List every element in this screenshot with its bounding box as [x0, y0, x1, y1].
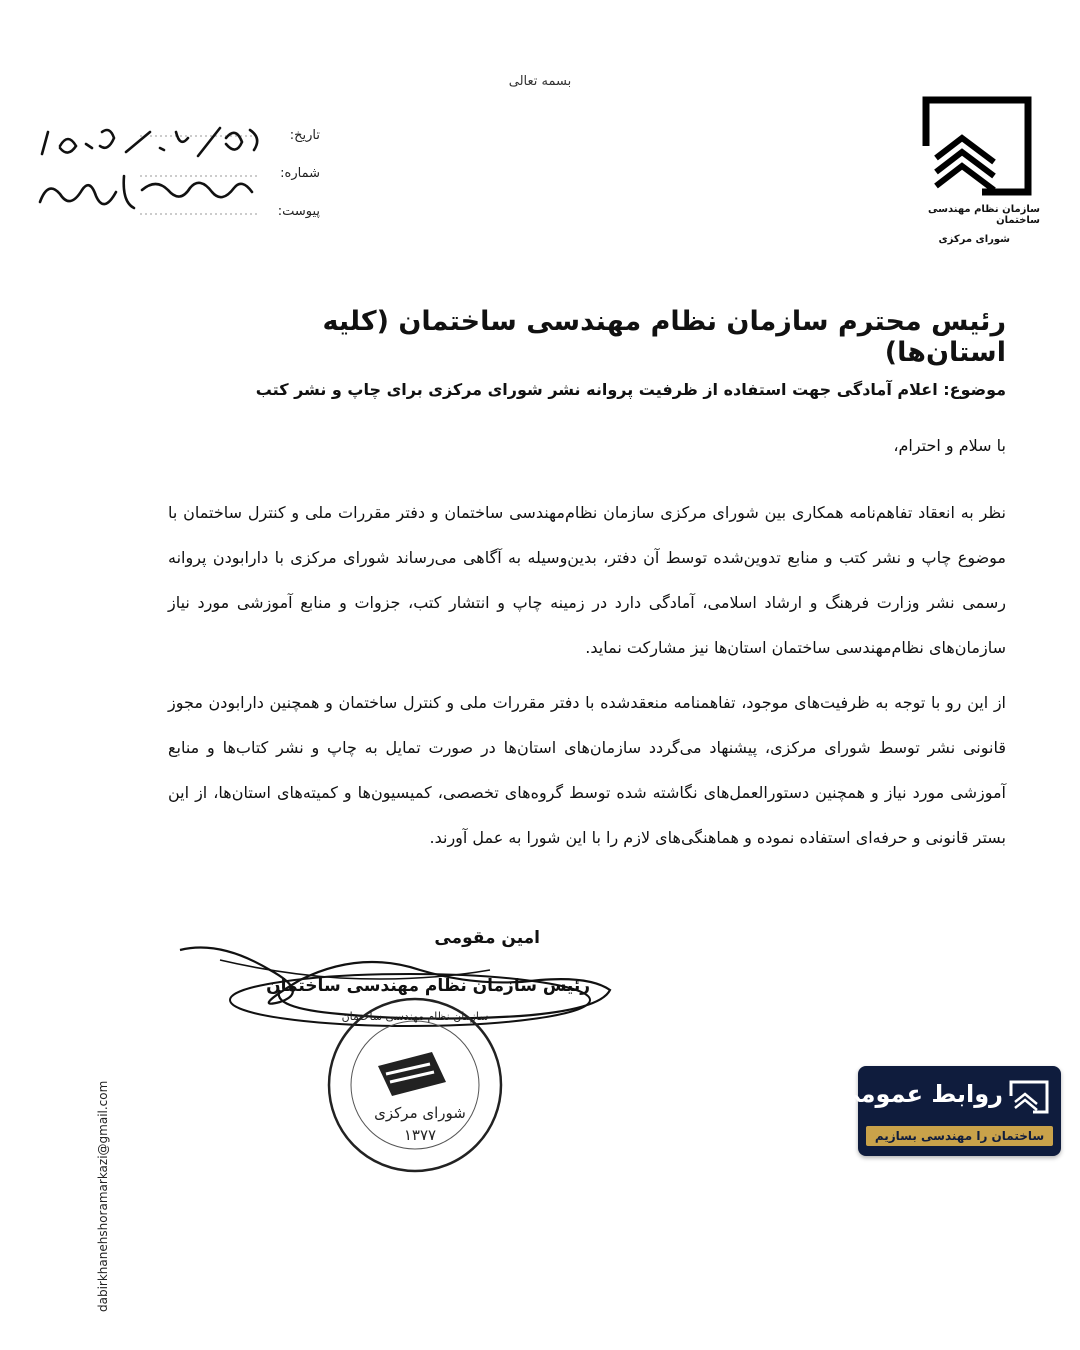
seal-council-text: شورای مرکزی: [374, 1104, 466, 1122]
salutation: با سلام و احترام،: [893, 436, 1006, 455]
date-label: تاریخ:: [289, 128, 320, 143]
signer-title: رئیس سازمان نظام مهندسی ساختمان: [266, 976, 590, 996]
subject-line: موضوع: اعلام آمادگی جهت استفاده از ظرفیت پروانه نشر شورای مرکزی برای چاپ و نشر کتب: [255, 380, 1006, 399]
bismillah: بسمه تعالی: [508, 74, 572, 89]
building-logo-icon: [1009, 1080, 1049, 1114]
badge-slogan: ساختمان را مهندسی بسازیم: [866, 1126, 1053, 1146]
letterhead-logo: [900, 96, 1040, 245]
recipient-heading: رئیس محترم سازمان نظام مهندسی ساختمان (کلیه استان‌ها): [322, 306, 1006, 368]
org-logo-icon: [922, 96, 1032, 196]
official-seal: [320, 990, 510, 1180]
seal-ring-text: سازمان نظام مهندسی ساختمان: [341, 1010, 489, 1023]
org-name: سازمان نظام مهندسی ساختمان: [928, 204, 1040, 226]
contact-email: dabirkhanehshoramarkazi@gmail.com: [96, 1080, 110, 1312]
attachment-label: پیوست:: [277, 204, 320, 219]
number-label: شماره:: [280, 166, 320, 181]
public-relations-badge: [836, 1066, 1061, 1156]
body-paragraph: از این رو با توجه به ظرفیت‌های موجود، تفاهمنامه منعقدشده با دفتر مقررات ملی و کنترل ساختمان و همچنین دارابودن مجوز قانونی نشر توسط شورای مرکزی، پیشنهاد می‌گردد سازمان‌های استان‌ها در صورت تمایل به چاپ و نشر کتاب‌ها و منابع آموزشی مورد نیاز و همچنین دستورالعمل‌های نگاشته شده توسط گروه‌های تخصصی، کمیسیون‌ها و کمیته‌های استان‌ها، از این بستر قانونی و حرفه‌ای استفاده نموده و هماهنگی‌های لازم را با این شورا به عمل آورند.: [168, 693, 1006, 847]
handwritten-date-number: [30, 118, 270, 228]
badge-title: روابط عمومی: [836, 1080, 1003, 1108]
seal-year-text: ۱۳۷۷: [403, 1126, 437, 1144]
signer-name: امین مقومی: [434, 928, 540, 948]
body-paragraph: نظر به انعقاد تفاهم‌نامه همکاری بین شورای مرکزی سازمان نظام‌مهندسی ساختمان و دفتر مقررات ملی و کنترل ساختمان با موضوع چاپ و نشر کتب و منابع تدوین‌شده توسط آن دفتر، بدین‌وسیله به آگاهی می‌رساند شورای مرکزی با دارابودن پروانه رسمی نشر وزارت فرهنگ و ارشاد اسلامی، آمادگی دارد در زمینه چاپ و انتشار کتب، جزوات و منابع آموزشی مورد نیاز سازمان‌های نظام‌مهندسی ساختمان استان‌ها نیز مشارکت نماید.: [168, 503, 1006, 657]
org-council: شورای مرکزی: [938, 234, 1010, 245]
